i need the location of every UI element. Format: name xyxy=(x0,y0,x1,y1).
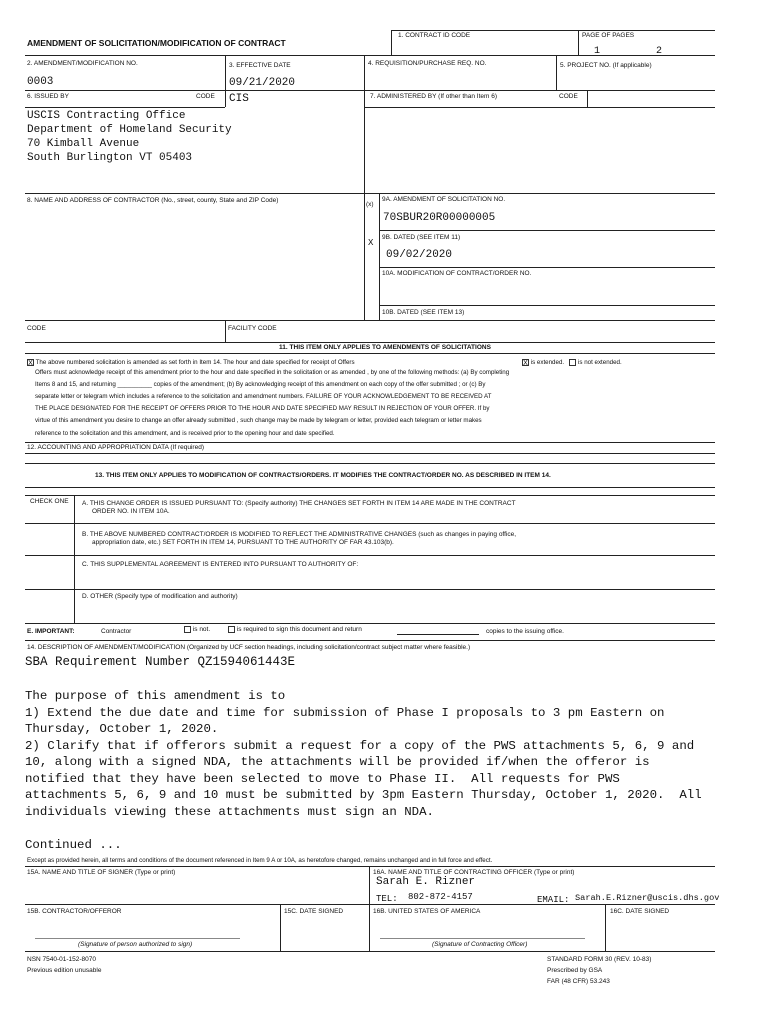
rule xyxy=(369,866,370,951)
prescribed-by: Prescribed by GSA xyxy=(547,967,603,974)
item-13-heading: 13. THIS ITEM ONLY APPLIES TO MODIFICATION OF CONTRACTS/ORDERS. IT MODIFIES THE CONTRACT/ORDER NO. AS DESCRIBED IN ITEM 14. xyxy=(95,472,551,479)
item-9b-label: 9B. DATED (SEE ITEM 11) xyxy=(382,234,461,241)
code-label: CODE xyxy=(196,93,215,100)
effective-date-label: 3. EFFECTIVE DATE xyxy=(229,62,291,69)
tel-number: 802-872-4157 xyxy=(408,892,473,902)
page-of-pages-label: PAGE OF PAGES xyxy=(582,32,635,39)
description-line: notified that they have been selected to move to Phase II. All requests for PWS xyxy=(25,772,620,786)
contract-id-label: 1. CONTRACT ID CODE xyxy=(398,32,471,39)
rule xyxy=(25,442,715,443)
previous-edition: Previous edition unusable xyxy=(27,967,102,974)
x-mark: X xyxy=(368,238,374,248)
item-13a-line-2: ORDER NO. IN ITEM 10A. xyxy=(92,508,170,515)
item-11-text: THE PLACE DESIGNATED FOR THE RECEIPT OF OFFERS PRIOR TO THE HOUR AND DATE SPECIFIED MAY RESULT IN REJECTION OF YOUR OFFER. If by xyxy=(35,405,490,412)
signer-label: 15A. NAME AND TITLE OF SIGNER (Type or print) xyxy=(27,869,176,876)
rule xyxy=(25,55,715,56)
rule xyxy=(391,30,715,31)
contractor-word: Contractor xyxy=(101,628,132,635)
rule xyxy=(25,353,715,354)
tel-label: TEL: xyxy=(376,894,398,904)
solicitation-number[interactable]: 70SBUR20R00000005 xyxy=(383,212,496,224)
date-signed-label: 15C. DATE SIGNED xyxy=(284,908,344,915)
sba-requirement: SBA Requirement Number QZ1594061443E xyxy=(25,655,296,669)
rule xyxy=(587,90,588,107)
form-title: AMENDMENT OF SOLICITATION/MODIFICATION OF CONTRACT xyxy=(27,38,286,48)
project-no-label: 5. PROJECT NO. (If applicable) xyxy=(560,62,652,69)
amended-checkbox[interactable]: X xyxy=(28,359,33,367)
description-line: individuals viewing these attachments must sign an NDA. xyxy=(25,805,434,819)
copies-blank[interactable] xyxy=(397,634,479,635)
issued-by-label: 6. ISSUED BY xyxy=(27,93,69,100)
item-13b-line-2: appropriation date, etc.) SET FORTH IN ITEM 14, PURSUANT TO THE AUTHORITY OF FAR 43.103(b). xyxy=(92,539,394,546)
item-11-text: Items 8 and 15, and returning __________ copies of the amendment; (b) By acknowledging receipt of this amendment on each copy of the offer submitted ; or (c) By xyxy=(35,381,486,388)
rule xyxy=(225,55,226,107)
rule xyxy=(74,495,75,623)
rule xyxy=(25,623,715,624)
email-label: EMAIL: xyxy=(537,895,570,905)
is-required-checkbox[interactable] xyxy=(228,626,235,633)
rule xyxy=(25,463,715,464)
extension-options: X is extended. is not extended. xyxy=(523,359,622,367)
rule xyxy=(25,951,715,952)
item-11-text: separate letter or telegram which includes a reference to the solicitation and amendment numbers. FAILURE OF YOUR ACKNOWLEDGEMENT TO BE RECEIVED AT xyxy=(35,393,492,400)
officer-name: Sarah E. Rizner xyxy=(376,876,476,888)
code-label-2: CODE xyxy=(559,93,578,100)
rule xyxy=(25,904,715,905)
not-extended-checkbox[interactable] xyxy=(569,359,576,366)
item-10a-label: 10A. MODIFICATION OF CONTRACT/ORDER NO. xyxy=(382,270,532,277)
date-signed-label-2: 16C. DATE SIGNED xyxy=(610,908,670,915)
rule xyxy=(25,487,715,488)
amendment-no[interactable]: 0003 xyxy=(27,76,54,88)
signature-caption-officer: (Signature of Contracting Officer) xyxy=(432,941,528,948)
dated-value[interactable]: 09/02/2020 xyxy=(386,249,453,261)
important-label: E. IMPORTANT: xyxy=(27,628,75,635)
continued-note: Continued ... xyxy=(25,838,122,852)
item-12-label: 12. ACCOUNTING AND APPROPRIATION DATA (If required) xyxy=(27,444,204,451)
effective-date[interactable]: 09/21/2020 xyxy=(229,77,296,89)
page-count: 2 xyxy=(656,46,663,57)
issuer-address-line: 70 Kimball Avenue xyxy=(27,138,140,150)
item-13a-line-1[interactable]: A. THIS CHANGE ORDER IS ISSUED PURSUANT TO: (Specify authority) THE CHANGES SET FORTH IN ITEM 14 ARE MADE IN THE CONTRACT xyxy=(82,500,516,507)
rule xyxy=(25,320,715,321)
extended-checkbox[interactable]: X xyxy=(523,359,528,367)
item-9a-label: 9A. AMENDMENT OF SOLICITATION NO. xyxy=(382,196,506,203)
description-line: attachments 5, 6, 9 and 10 must be submitted by 3pm Eastern Thursday, October 1, 2020. All xyxy=(25,788,702,802)
item-11-text: virtue of this amendment you desire to change an offer already submitted , such change may be made by telegram or letter, provided each telegram or letter makes xyxy=(35,417,482,424)
contractor-offeror-label: 15B. CONTRACTOR/OFFEROR xyxy=(27,908,122,915)
except-statement: Except as provided herein, all terms and conditions of the document referenced in Item 9 A or 10A, as heretofore changed, remains unchanged and in full force and effect. xyxy=(27,857,493,864)
is-not-option: is not. xyxy=(184,626,210,634)
issued-code[interactable]: CIS xyxy=(229,93,249,105)
signature-caption: (Signature of person authorized to sign) xyxy=(78,941,193,948)
rule xyxy=(379,267,715,268)
rule xyxy=(25,523,715,524)
rule xyxy=(364,55,365,320)
item-11-text: reference to the solicitation and this amendment, and is received prior to the opening hour and date specified. xyxy=(35,430,335,437)
x-column-label: (x) xyxy=(366,201,374,208)
rule xyxy=(25,589,715,590)
email-address[interactable]: Sarah.E.Rizner@uscis.dhs.gov xyxy=(575,893,720,903)
issuer-address-line: South Burlington VT 05403 xyxy=(27,152,193,164)
rule xyxy=(605,904,606,951)
rule xyxy=(379,193,380,320)
contractor-label: 8. NAME AND ADDRESS OF CONTRACTOR (No., street, county, State and ZIP Code) xyxy=(27,197,279,204)
signature-line xyxy=(380,938,585,939)
rule xyxy=(25,555,715,556)
rule xyxy=(25,342,715,343)
item-11-line-1: X The above numbered solicitation is amended as set forth in Item 14. The hour and date specified for receipt of Offers xyxy=(28,359,355,367)
usa-label: 16B. UNITED STATES OF AMERICA xyxy=(373,908,481,915)
requisition-label: 4. REQUISITION/PURCHASE REQ. NO. xyxy=(368,60,487,67)
standard-form: STANDARD FORM 30 (REV. 10-83) xyxy=(547,956,652,963)
rule xyxy=(25,193,715,194)
nsn-number: NSN 7540-01-152-8070 xyxy=(27,956,97,963)
item-10b-label: 10B. DATED (SEE ITEM 13) xyxy=(382,309,465,316)
rule xyxy=(25,640,715,641)
item-11-text: Offers must acknowledge receipt of this amendment prior to the hour and date specified in the solicitation or as amended , by one of the following methods: (a) By completing xyxy=(35,369,510,376)
check-one-label: CHECK ONE xyxy=(30,498,69,505)
rule xyxy=(556,55,557,90)
item-11-heading: 11. THIS ITEM ONLY APPLIES TO AMENDMENTS OF SOLICITATIONS xyxy=(279,344,491,351)
issuer-address-line: USCIS Contracting Office xyxy=(27,110,186,122)
description-line: 10, along with a signed NDA, the attachments will be provided if/when the offeror is xyxy=(25,755,650,769)
is-not-checkbox[interactable] xyxy=(184,626,191,633)
administered-by-label: 7. ADMINISTERED BY (If other than Item 6) xyxy=(370,93,498,100)
amendment-no-label: 2. AMENDMENT/MODIFICATION NO. xyxy=(27,60,138,67)
item-14-label: 14. DESCRIPTION OF AMENDMENT/MODIFICATION (Organized by UCF section headings, including solicitation/contract subject matter where feasible.) xyxy=(27,644,471,651)
rule xyxy=(364,107,715,108)
rule xyxy=(379,305,715,306)
issuer-address-line: Department of Homeland Security xyxy=(27,124,232,136)
page-number: 1 xyxy=(594,46,601,57)
is-required-option: is required to sign this document and return xyxy=(228,626,362,634)
rule xyxy=(25,866,715,867)
rule xyxy=(578,30,579,55)
facility-code-label: FACILITY CODE xyxy=(228,325,277,332)
rule xyxy=(280,904,281,951)
rule xyxy=(391,30,392,55)
signature-line xyxy=(35,938,240,939)
description-line: Thursday, October 1, 2020. xyxy=(25,722,219,736)
item-13c-line[interactable]: C. THIS SUPPLEMENTAL AGREEMENT IS ENTERED INTO PURSUANT TO AUTHORITY OF: xyxy=(82,561,359,568)
contractor-code-label: CODE xyxy=(27,325,46,332)
rule xyxy=(25,90,715,91)
rule xyxy=(25,453,715,454)
description-line: The purpose of this amendment is to xyxy=(25,689,286,703)
item-13b-line-1[interactable]: B. THE ABOVE NUMBERED CONTRACT/ORDER IS MODIFIED TO REFLECT THE ADMINISTRATIVE CHANGES (such as changes in paying office, xyxy=(82,531,517,538)
item-13d-line[interactable]: D. OTHER (Specify type of modification and authority) xyxy=(82,593,238,600)
far-reference: FAR (48 CFR) 53.243 xyxy=(547,978,610,985)
officer-label: 16A. NAME AND TITLE OF CONTRACTING OFFICER (Type or print) xyxy=(373,869,575,876)
rule xyxy=(25,495,715,496)
copies-text: copies to the issuing office. xyxy=(486,628,564,635)
rule xyxy=(379,230,715,231)
rule xyxy=(25,107,225,108)
description-line: 2) Clarify that if offerors submit a request for a copy of the PWS attachments 5, 6, 9 and xyxy=(25,739,695,753)
rule xyxy=(225,320,226,342)
description-line: 1) Extend the due date and time for submission of Phase I proposals to 3 pm Eastern on xyxy=(25,706,665,720)
